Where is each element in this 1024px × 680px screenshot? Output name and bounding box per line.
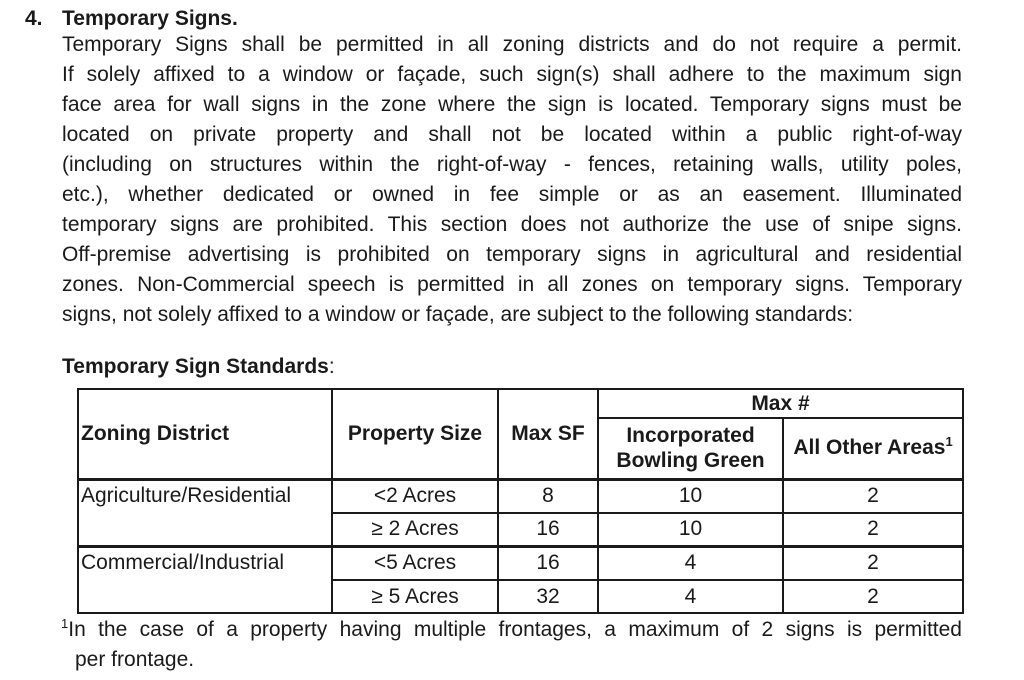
temporary-sign-standards-table (77, 388, 964, 614)
cell-incorporated-bg: 4 (598, 580, 783, 613)
table-title (62, 352, 335, 382)
cell-incorporated-bg: 10 (598, 479, 783, 513)
cell-max-sf: 8 (498, 479, 598, 513)
footnote-line (61, 615, 962, 645)
cell-property-size: ≥ 2 Acres (332, 513, 498, 546)
intro-line: Temporary Signs shall be permitted in all zoning districts and do not require a permit. (62, 33, 962, 56)
cell-incorporated-bg: 10 (598, 513, 783, 546)
footnote-reference-mark: 1 (945, 434, 953, 450)
footnote-mark: 1 (61, 616, 69, 631)
header-incorporated-bowling-green: Incorporated Bowling Green (598, 418, 783, 479)
header-all-other-areas-text: All Other Areas (793, 436, 946, 460)
footnote-line: per frontage. (75, 648, 195, 671)
footnote-text: In the case of a property having multiple frontages, a maximum of 2 signs is permitted (68, 618, 962, 641)
cell-district: Commercial/Industrial (78, 546, 332, 613)
cell-property-size: ≥ 5 Acres (332, 580, 498, 613)
cell-max-sf: 32 (498, 580, 598, 613)
table-row (78, 546, 963, 580)
cell-max-sf: 16 (498, 546, 598, 580)
intro-line: face area for wall signs in the zone where the sign is located. Temporary signs must be (62, 93, 962, 116)
cell-property-size: <2 Acres (332, 479, 498, 513)
intro-paragraph (62, 30, 962, 330)
header-all-other-areas (783, 418, 963, 479)
intro-line: If solely affixed to a window or façade, such sign(s) shall adhere to the maximum sign (62, 63, 962, 86)
table-title-text: Temporary Sign Standards (62, 355, 329, 378)
intro-line: zones. Non-Commercial speech is permitted in all zones on temporary signs. Temporary (62, 273, 962, 296)
header-zoning-district: Zoning District (78, 389, 332, 479)
cell-all-other: 2 (783, 479, 963, 513)
cell-max-sf: 16 (498, 513, 598, 546)
intro-line: temporary signs are prohibited. This section does not authorize the use of snipe signs. (62, 213, 962, 236)
header-max-number: Max # (598, 389, 963, 418)
cell-all-other: 2 (783, 513, 963, 546)
table-title-colon: : (328, 355, 335, 378)
section-number: 4. (25, 7, 43, 30)
intro-line: Off-premise advertising is prohibited on temporary signs in agricultural and residential (62, 243, 962, 266)
header-property-size: Property Size (332, 389, 498, 479)
header-max-sf: Max SF (498, 389, 598, 479)
table-row (78, 479, 963, 513)
cell-property-size: <5 Acres (332, 546, 498, 580)
cell-all-other: 2 (783, 546, 963, 580)
cell-all-other: 2 (783, 580, 963, 613)
footnote (61, 615, 962, 675)
intro-line: etc.), whether dedicated or owned in fee simple or as an easement. Illuminated (62, 183, 962, 206)
cell-incorporated-bg: 4 (598, 546, 783, 580)
section-heading: Temporary Signs. (62, 7, 238, 30)
intro-line: (including on structures within the right-of-way - fences, retaining walls, utility poles, (62, 153, 962, 176)
intro-line: signs, not solely affixed to a window or façade, are subject to the following standards: (62, 303, 854, 326)
cell-district: Agriculture/Residential (78, 479, 332, 546)
intro-line: located on private property and shall not be located within a public right-of-way (62, 123, 962, 146)
